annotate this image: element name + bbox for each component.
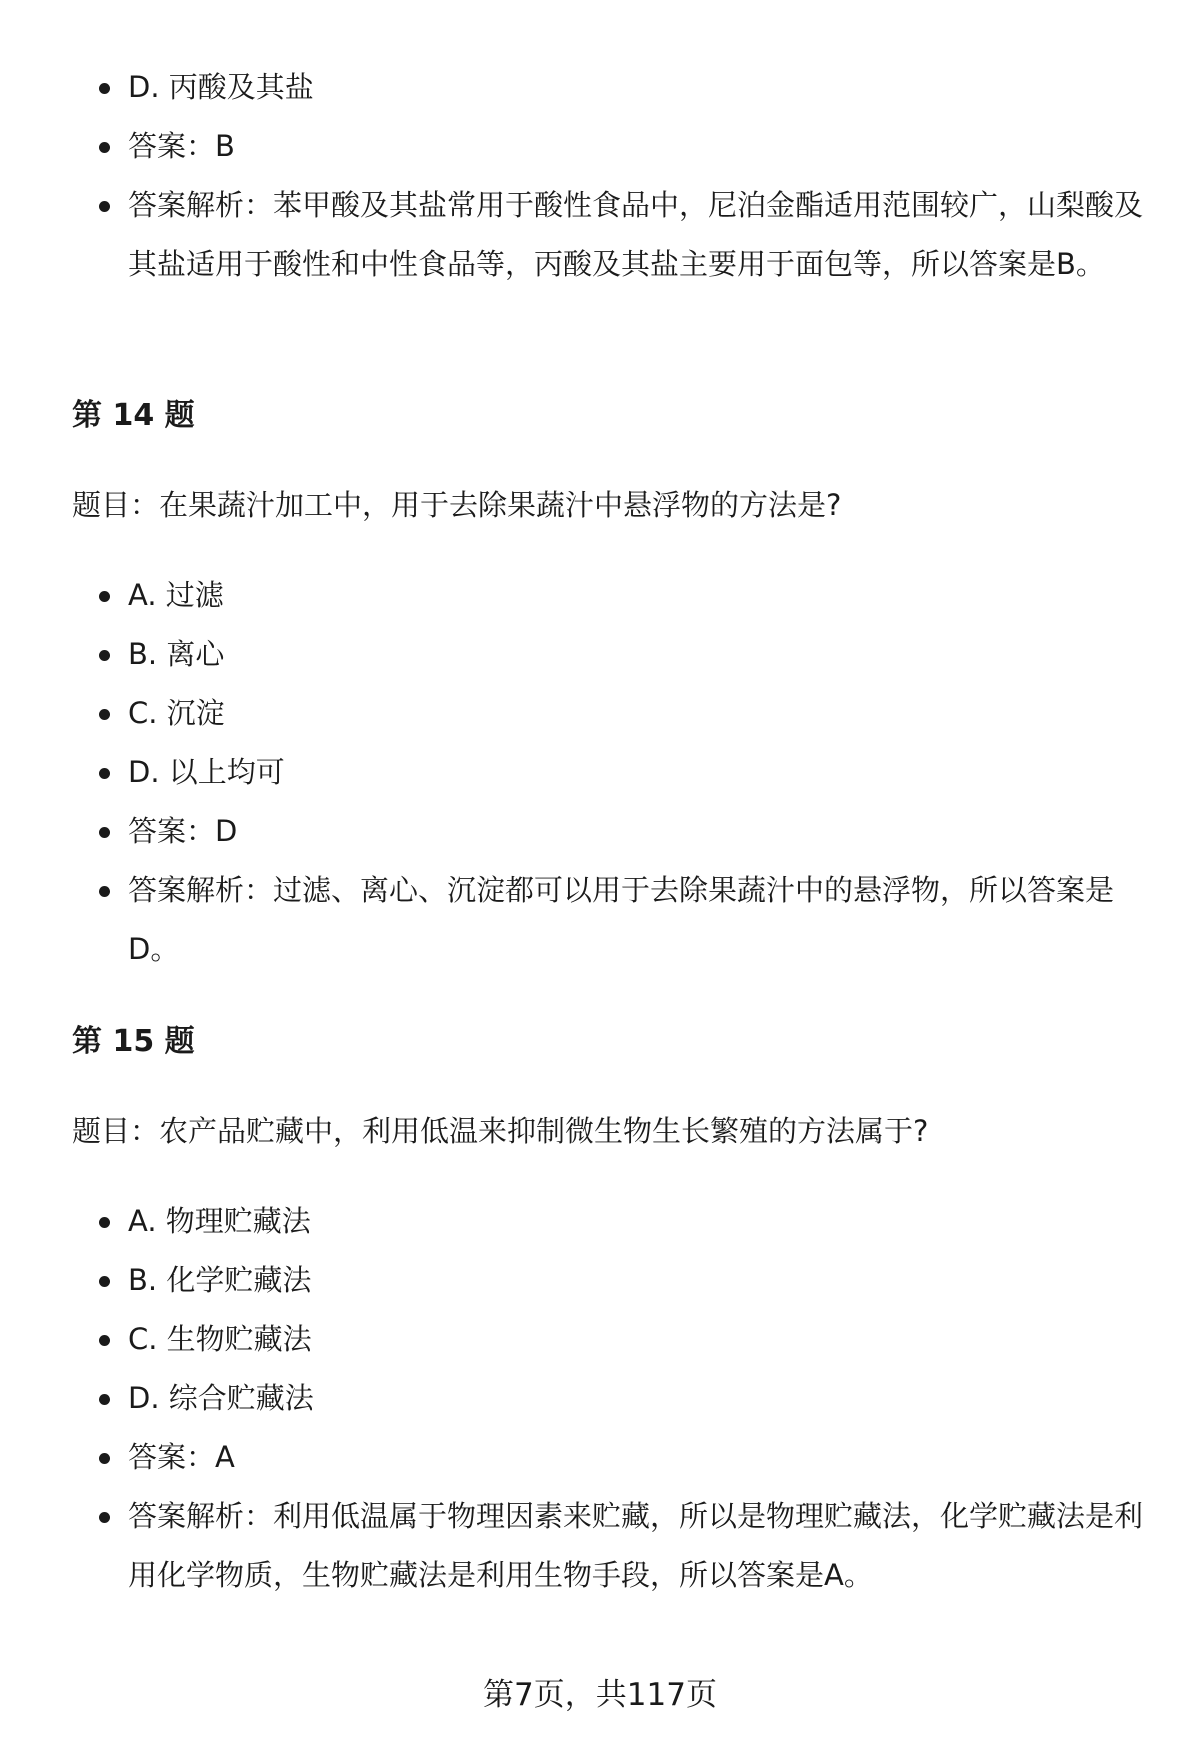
q13-tail-list: [0, 58, 1156, 294]
q14-answer: 答案：D: [72, 802, 1156, 861]
q15-answer: 答案：A: [72, 1428, 1156, 1487]
q15-explanation: 答案解析：利用低温属于物理因素来贮藏，所以是物理贮藏法，化学贮藏法是利用化学物质，生物贮藏法是利用生物手段，所以答案是A。: [72, 1487, 1156, 1605]
q15-option-c: C. 生物贮藏法: [72, 1310, 1156, 1369]
q14-option-b: B. 离心: [72, 625, 1156, 684]
q13-option-d: D. 丙酸及其盐: [72, 58, 1156, 117]
q15-option-b: B. 化学贮藏法: [72, 1251, 1156, 1310]
q14-option-d: D. 以上均可: [72, 743, 1156, 802]
q13-explanation: 答案解析：苯甲酸及其盐常用于酸性食品中，尼泊金酯适用范围较广，山梨酸及其盐适用于酸性和中性食品等，丙酸及其盐主要用于面包等，所以答案是B。: [72, 176, 1156, 294]
q14-question: 题目：在果蔬汁加工中，用于去除果蔬汁中悬浮物的方法是?: [72, 488, 842, 522]
q14-explanation: 答案解析：过滤、离心、沉淀都可以用于去除果蔬汁中的悬浮物，所以答案是D。: [72, 861, 1156, 979]
q15-options-list: [0, 1192, 1156, 1605]
q14-heading: 第 14 题: [72, 398, 195, 433]
q15-option-d: D. 综合贮藏法: [72, 1369, 1156, 1428]
q13-answer: 答案：B: [72, 117, 1156, 176]
q15-heading: 第 15 题: [72, 1024, 195, 1059]
q14-option-a: A. 过滤: [72, 566, 1156, 625]
q14-options-list: [0, 566, 1156, 979]
q15-question: 题目：农产品贮藏中，利用低温来抑制微生物生长繁殖的方法属于?: [72, 1114, 929, 1148]
q14-option-c: C. 沉淀: [72, 684, 1156, 743]
page-number-footer: 第7页，共117页: [483, 1677, 717, 1713]
q15-option-a: A. 物理贮藏法: [72, 1192, 1156, 1251]
